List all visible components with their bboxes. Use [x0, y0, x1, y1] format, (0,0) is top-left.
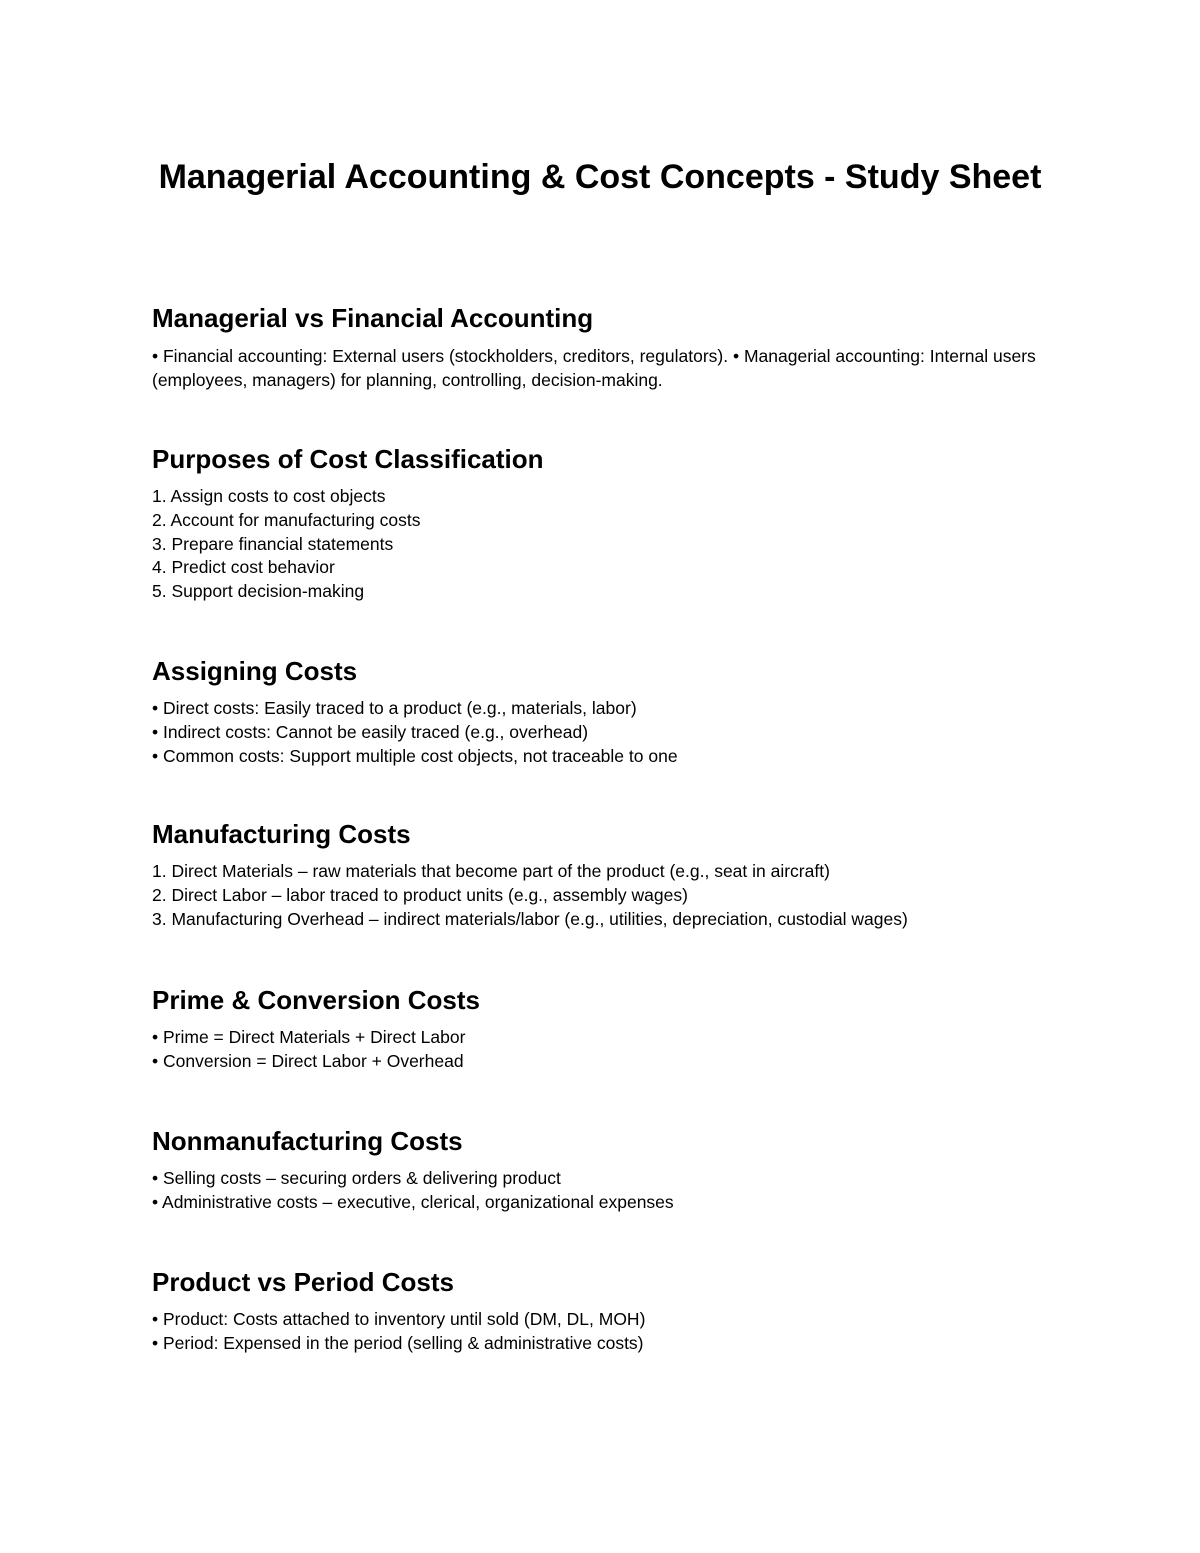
- section-prime-conversion-costs: [152, 984, 1052, 1074]
- section-heading: Manufacturing Costs: [152, 819, 411, 849]
- section-heading: Assigning Costs: [152, 656, 358, 686]
- list-item: • Prime = Direct Materials + Direct Labor: [152, 1027, 466, 1047]
- list-item: 3. Manufacturing Overhead – indirect materials/labor (e.g., utilities, depreciation, custodial wages): [152, 908, 908, 929]
- section-heading: Product vs Period Costs: [152, 1267, 454, 1297]
- list-item: • Common costs: Support multiple cost objects, not traceable to one: [152, 745, 678, 766]
- list-item: • Indirect costs: Cannot be easily traced (e.g., overhead): [152, 721, 589, 742]
- section-heading: Managerial vs Financial Accounting: [152, 303, 594, 333]
- list-item: • Selling costs – securing orders & delivering product: [152, 1168, 561, 1188]
- section-nonmanufacturing-costs: [152, 1125, 1052, 1215]
- document-title: Managerial Accounting & Cost Concepts - Study Sheet: [158, 158, 1042, 196]
- list-item: 2. Direct Labor – labor traced to product units (e.g., assembly wages): [152, 884, 688, 905]
- section-managerial-vs-financial: [152, 302, 1052, 392]
- section-product-vs-period-costs: [152, 1266, 1052, 1356]
- section-paragraph: • Financial accounting: External users (stockholders, creditors, regulators). • Managerial accounting: Internal users (employees, managers) for planning, controlling, decision-making.: [152, 346, 1036, 390]
- list-item: • Direct costs: Easily traced to a product (e.g., materials, labor): [152, 698, 637, 718]
- list-item: 5. Support decision-making: [152, 581, 365, 602]
- list-item: 3. Prepare financial statements: [152, 533, 394, 554]
- section-purposes-of-cost-classification: [152, 443, 1052, 604]
- list-item: 1. Assign costs to cost objects: [152, 486, 386, 506]
- list-item: • Conversion = Direct Labor + Overhead: [152, 1050, 464, 1071]
- section-heading: Prime & Conversion Costs: [152, 985, 480, 1015]
- list-item: 1. Direct Materials – raw materials that become part of the product (e.g., seat in aircraft): [152, 861, 830, 881]
- section-manufacturing-costs: [152, 818, 1052, 931]
- section-heading: Purposes of Cost Classification: [152, 444, 544, 474]
- section-assigning-costs: [152, 655, 1052, 768]
- list-item: 4. Predict cost behavior: [152, 557, 335, 578]
- section-heading: Nonmanufacturing Costs: [152, 1126, 463, 1156]
- list-item: • Product: Costs attached to inventory until sold (DM, DL, MOH): [152, 1309, 646, 1329]
- list-item: 2. Account for manufacturing costs: [152, 509, 421, 530]
- list-item: • Administrative costs – executive, clerical, organizational expenses: [152, 1191, 674, 1212]
- list-item: • Period: Expensed in the period (selling & administrative costs): [152, 1332, 644, 1353]
